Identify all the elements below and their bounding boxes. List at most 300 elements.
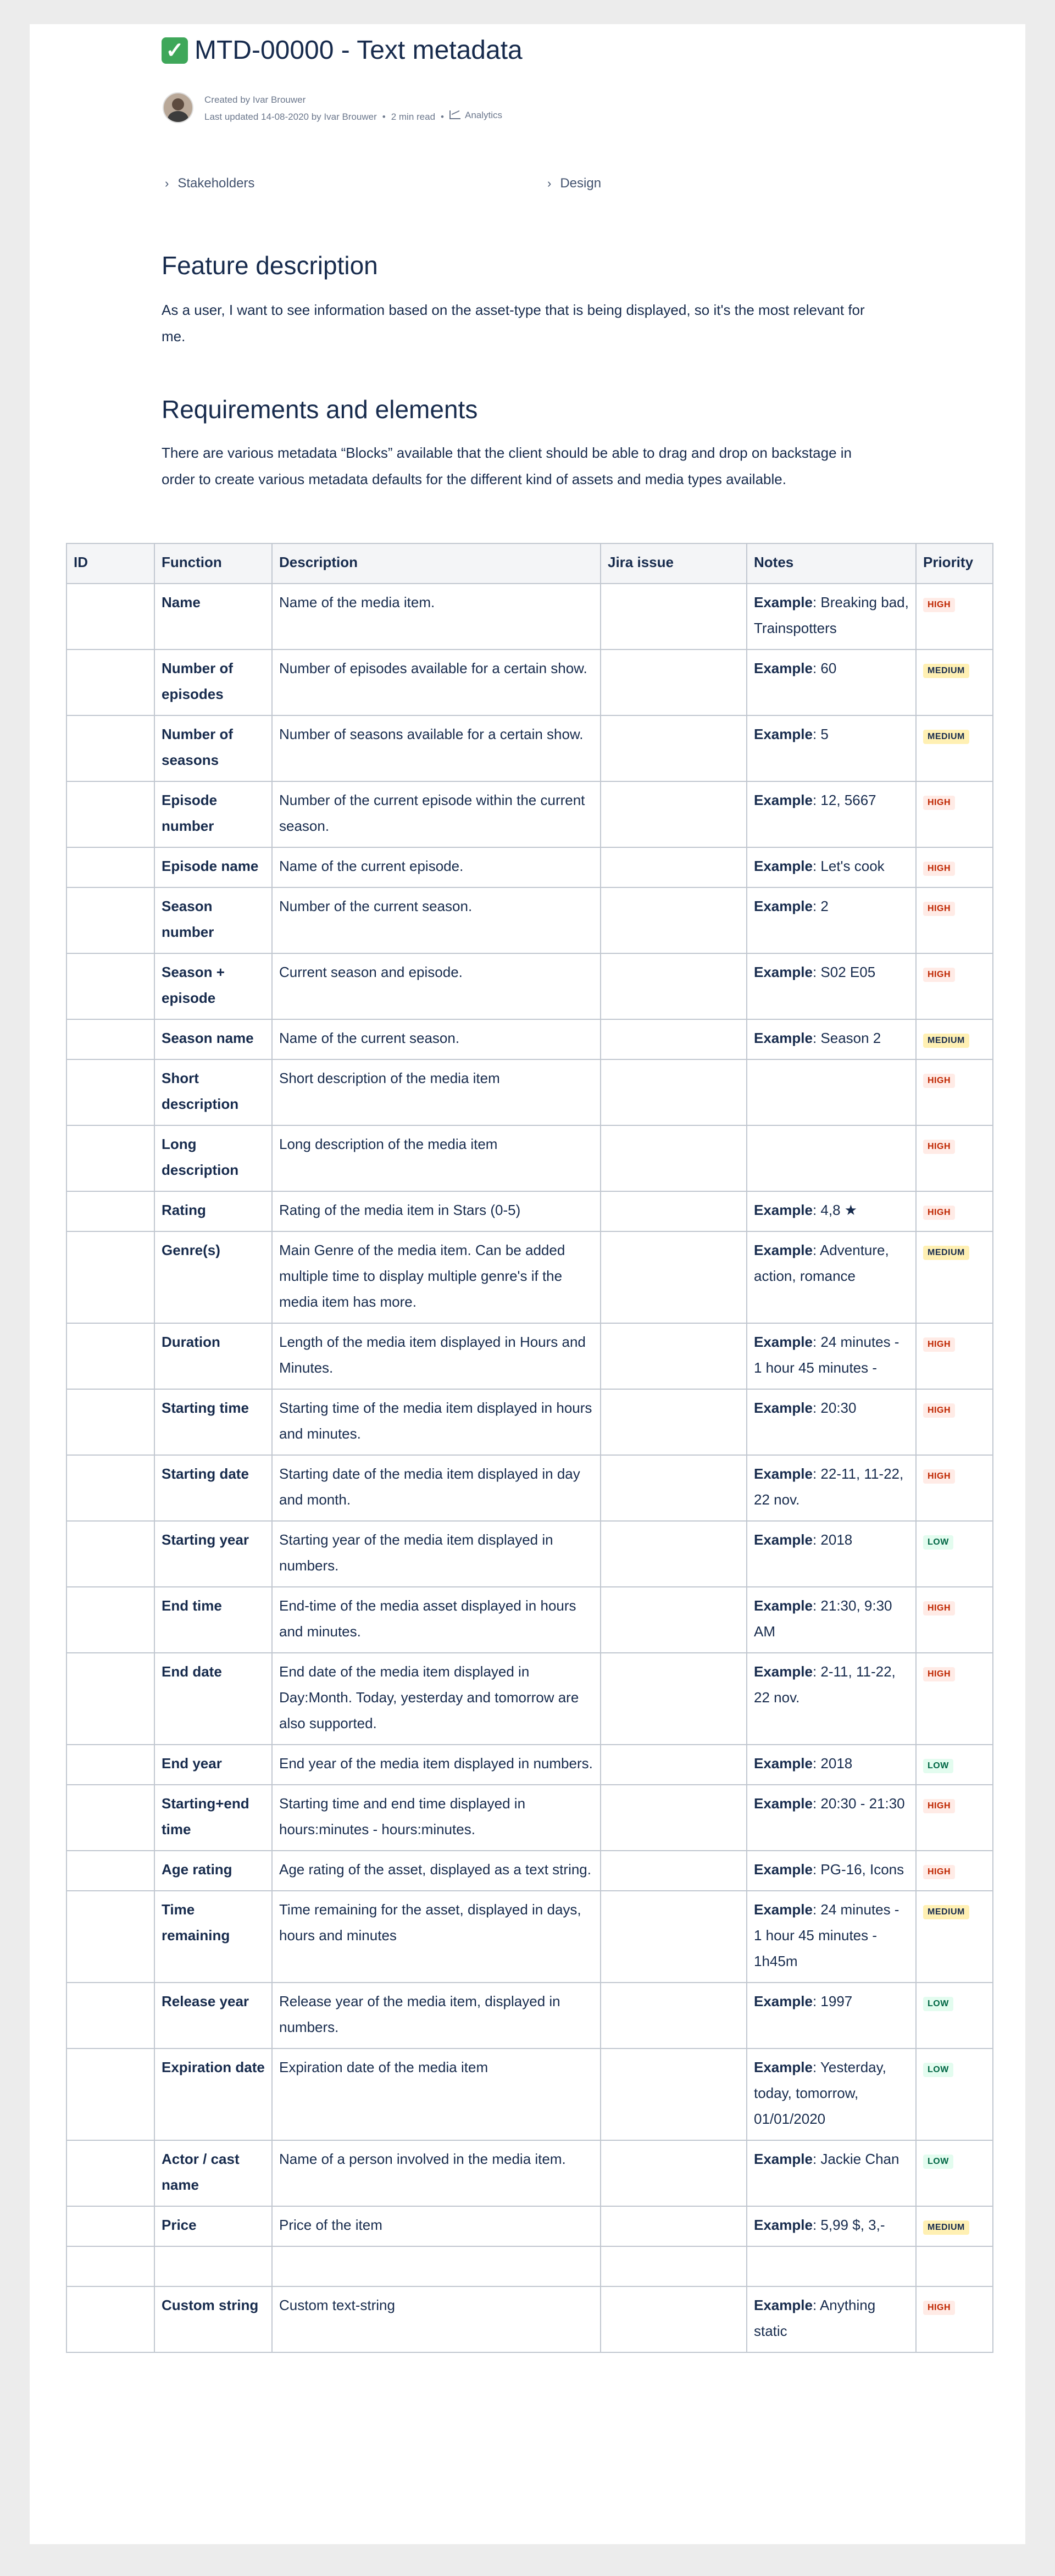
priority-lozenge: MEDIUM (923, 1034, 969, 1048)
priority-lozenge: HIGH (923, 1667, 955, 1681)
cell-notes (747, 1231, 916, 1323)
cell-id (66, 1521, 154, 1587)
table-row (66, 1785, 993, 1851)
header-function[interactable]: Function (154, 543, 272, 584)
example-label: Example (754, 898, 813, 914)
cell-notes (747, 1891, 916, 1983)
cell-id (66, 584, 154, 649)
example-value: : 5 (812, 726, 829, 742)
cell-jira-issue (601, 2286, 747, 2352)
cell-jira-issue (601, 1891, 747, 1983)
priority-lozenge: HIGH (923, 1140, 955, 1154)
white-check-mark-icon: ✓ (162, 37, 188, 64)
cell-description: Name of the current episode. (272, 847, 601, 887)
cell-priority (916, 1455, 993, 1521)
cell-description: Current season and episode. (272, 953, 601, 1019)
cell-notes (747, 1587, 916, 1653)
cell-function: Genre(s) (154, 1231, 272, 1323)
cell-description: End-time of the media asset displayed in hours and minutes. (272, 1587, 601, 1653)
chevron-right-icon: › (547, 176, 552, 190)
requirements-heading: Requirements and elements (162, 395, 478, 424)
table-header-row (66, 543, 993, 584)
cell-description: Name of the media item. (272, 584, 601, 649)
example-value: : 4,8 ★ (812, 1202, 858, 1218)
cell-id (66, 847, 154, 887)
cell-notes (747, 2140, 916, 2206)
example-label: Example (754, 594, 813, 610)
example-label: Example (754, 792, 813, 808)
priority-lozenge: HIGH (923, 862, 955, 876)
analytics-label: Analytics (465, 110, 503, 120)
title-row (162, 35, 523, 65)
cell-function: Duration (154, 1323, 272, 1389)
table-row (66, 781, 993, 847)
table-row (66, 2206, 993, 2246)
example-value: : Season 2 (812, 1030, 881, 1046)
example-value: : 20:30 (812, 1400, 857, 1416)
cell-jira-issue (601, 781, 747, 847)
cell-function: End date (154, 1653, 272, 1745)
cell-id (66, 1653, 154, 1745)
cell-priority (916, 1983, 993, 2048)
table-row (66, 2140, 993, 2206)
example-value: : 20:30 - 21:30 (812, 1795, 905, 1812)
example-value: : 12, 5667 (812, 792, 876, 808)
cell-id (66, 1587, 154, 1653)
cell-jira-issue (601, 887, 747, 953)
cell-priority (916, 847, 993, 887)
created-by: Created by Ivar Brouwer (204, 95, 306, 105)
example-label: Example (754, 2217, 813, 2233)
table-row (66, 847, 993, 887)
cell-id (66, 1891, 154, 1983)
example-label: Example (754, 726, 813, 742)
cell-id (66, 887, 154, 953)
cell-function (154, 2246, 272, 2286)
cell-jira-issue (601, 2246, 747, 2286)
header-notes[interactable]: Notes (747, 543, 916, 584)
cell-priority (916, 1521, 993, 1587)
cell-function: Number of episodes (154, 649, 272, 715)
cell-jira-issue (601, 1745, 747, 1785)
example-value: : 24 minutes - 1 hour 45 minutes - (754, 1334, 899, 1376)
table-row (66, 2286, 993, 2352)
cell-notes (747, 1983, 916, 2048)
priority-lozenge: HIGH (923, 1403, 955, 1418)
cell-notes (747, 887, 916, 953)
priority-lozenge: LOW (923, 1997, 953, 2011)
cell-notes (747, 715, 916, 781)
table-row (66, 1455, 993, 1521)
header-description[interactable]: Description (272, 543, 601, 584)
table-row (66, 715, 993, 781)
priority-lozenge: HIGH (923, 1206, 955, 1220)
cell-id (66, 1785, 154, 1851)
cell-function: Actor / cast name (154, 2140, 272, 2206)
cell-id (66, 953, 154, 1019)
cell-priority (916, 1231, 993, 1323)
priority-lozenge: LOW (923, 2063, 953, 2077)
example-label: Example (754, 1993, 813, 2009)
cell-jira-issue (601, 1785, 747, 1851)
priority-lozenge: HIGH (923, 902, 955, 916)
example-value: : Jackie Chan (812, 2151, 899, 2167)
example-value: : PG-16, Icons (812, 1861, 904, 1878)
cell-description: Number of the current season. (272, 887, 601, 953)
cell-notes (747, 1745, 916, 1785)
cell-priority (916, 1125, 993, 1191)
expand-stakeholders[interactable] (165, 176, 254, 191)
cell-id (66, 1231, 154, 1323)
cell-jira-issue (601, 1125, 747, 1191)
chevron-right-icon: › (165, 176, 169, 190)
page-title: MTD-00000 - Text metadata (195, 36, 523, 65)
cell-description: Length of the media item displayed in Hours and Minutes. (272, 1323, 601, 1389)
example-label: Example (754, 1242, 813, 1258)
priority-lozenge: MEDIUM (923, 2220, 969, 2235)
cell-function: Name (154, 584, 272, 649)
feature-text: As a user, I want to see information based on the asset-type that is being displayed, so it's the most relevant for me. (162, 302, 865, 345)
example-label: Example (754, 1861, 813, 1878)
priority-lozenge: LOW (923, 1535, 953, 1550)
example-value: : 2018 (812, 1531, 853, 1548)
cell-notes (747, 649, 916, 715)
cell-description: Expiration date of the media item (272, 2048, 601, 2140)
example-label: Example (754, 1400, 813, 1416)
cell-description: Price of the item (272, 2206, 601, 2246)
cell-jira-issue (601, 847, 747, 887)
cell-jira-issue (601, 1455, 747, 1521)
cell-notes (747, 1019, 916, 1059)
cell-jira-issue (601, 2206, 747, 2246)
cell-notes (747, 2246, 916, 2286)
cell-priority (916, 887, 993, 953)
example-label: Example (754, 1901, 813, 1918)
cell-function: Price (154, 2206, 272, 2246)
cell-priority (916, 1653, 993, 1745)
example-label: Example (754, 2059, 813, 2075)
example-label: Example (754, 1202, 813, 1218)
cell-id (66, 2206, 154, 2246)
cell-jira-issue (601, 584, 747, 649)
example-label: Example (754, 2297, 813, 2313)
cell-function: Episode name (154, 847, 272, 887)
example-label: Example (754, 1531, 813, 1548)
table-row (66, 1019, 993, 1059)
header-jira-issue[interactable]: Jira issue (601, 543, 747, 584)
table-row (66, 1851, 993, 1891)
priority-lozenge: HIGH (923, 796, 955, 810)
cell-description: Rating of the media item in Stars (0-5) (272, 1191, 601, 1231)
cell-notes (747, 953, 916, 1019)
table-row (66, 1323, 993, 1389)
cell-description: Number of seasons available for a certain show. (272, 715, 601, 781)
cell-id (66, 715, 154, 781)
cell-description: Long description of the media item (272, 1125, 601, 1191)
cell-id (66, 1851, 154, 1891)
cell-jira-issue (601, 1653, 747, 1745)
analytics-link[interactable] (449, 108, 502, 123)
cell-description: Starting time and end time displayed in hours:minutes - hours:minutes. (272, 1785, 601, 1851)
example-value: : Breaking bad, Trainspotters (754, 594, 909, 636)
cell-jira-issue (601, 649, 747, 715)
cell-description: Starting date of the media item displayed in day and month. (272, 1455, 601, 1521)
table-row (66, 1983, 993, 2048)
example-value: : 24 minutes - 1 hour 45 minutes - 1h45m (754, 1901, 899, 1969)
cell-description: Time remaining for the asset, displayed in days, hours and minutes (272, 1891, 601, 1983)
table-row (66, 1191, 993, 1231)
cell-id (66, 1323, 154, 1389)
cell-notes (747, 2048, 916, 2140)
feature-heading: Feature description (162, 251, 378, 280)
cell-priority (916, 2140, 993, 2206)
example-label: Example (754, 964, 813, 980)
cell-jira-issue (601, 1231, 747, 1323)
cell-priority (916, 953, 993, 1019)
cell-description: End date of the media item displayed in Day:Month. Today, yesterday and tomorrow are also supported. (272, 1653, 601, 1745)
last-updated-link[interactable]: Last updated 14-08-2020 by Ivar Brouwer (204, 112, 377, 122)
table-row (66, 953, 993, 1019)
cell-id (66, 1125, 154, 1191)
cell-jira-issue (601, 1389, 747, 1455)
expand-label: Stakeholders (177, 176, 255, 191)
priority-lozenge: HIGH (923, 598, 955, 612)
cell-notes (747, 847, 916, 887)
example-value: : 5,99 $, 3,- (812, 2217, 885, 2233)
table-row (66, 2246, 993, 2286)
cell-notes (747, 1059, 916, 1125)
table-row (66, 649, 993, 715)
cell-notes (747, 1191, 916, 1231)
cell-id (66, 2048, 154, 2140)
cell-notes (747, 2206, 916, 2246)
cell-notes (747, 1455, 916, 1521)
cell-priority (916, 1785, 993, 1851)
cell-function: Expiration date (154, 2048, 272, 2140)
cell-description: Number of the current episode within the current season. (272, 781, 601, 847)
cell-notes (747, 584, 916, 649)
header-priority[interactable]: Priority (916, 543, 993, 584)
priority-lozenge: LOW (923, 1759, 953, 1773)
cell-jira-issue (601, 953, 747, 1019)
cell-id (66, 1191, 154, 1231)
priority-lozenge: HIGH (923, 1799, 955, 1813)
priority-lozenge: MEDIUM (923, 1246, 969, 1260)
cell-id (66, 2246, 154, 2286)
requirements-table (66, 543, 993, 2353)
cell-description: Name of a person involved in the media item. (272, 2140, 601, 2206)
cell-notes (747, 781, 916, 847)
cell-notes (747, 1389, 916, 1455)
table-row (66, 584, 993, 649)
priority-lozenge: MEDIUM (923, 664, 969, 678)
example-value: : 2018 (812, 1755, 853, 1772)
cell-function: Starting+end time (154, 1785, 272, 1851)
example-label: Example (754, 1663, 813, 1680)
expand-label: Design (560, 176, 602, 191)
cell-function: Time remaining (154, 1891, 272, 1983)
cell-jira-issue (601, 1191, 747, 1231)
cell-id (66, 2140, 154, 2206)
byline (163, 92, 502, 125)
cell-function: Rating (154, 1191, 272, 1231)
cell-id (66, 781, 154, 847)
cell-jira-issue (601, 1019, 747, 1059)
example-value: : 22-11, 11-22, 22 nov. (754, 1465, 904, 1508)
example-value: : S02 E05 (812, 964, 876, 980)
cell-function: Starting time (154, 1389, 272, 1455)
priority-lozenge: MEDIUM (923, 730, 969, 744)
cell-priority (916, 2206, 993, 2246)
cell-id (66, 1745, 154, 1785)
chart-icon (449, 110, 460, 119)
cell-jira-issue (601, 1059, 747, 1125)
cell-function: End time (154, 1587, 272, 1653)
cell-id (66, 1455, 154, 1521)
cell-description (272, 2246, 601, 2286)
cell-id (66, 1059, 154, 1125)
cell-description: Release year of the media item, displayed in numbers. (272, 1983, 601, 2048)
cell-notes (747, 1785, 916, 1851)
example-label: Example (754, 858, 813, 874)
cell-id (66, 1983, 154, 2048)
table-row (66, 1125, 993, 1191)
example-value: : 2 (812, 898, 829, 914)
cell-priority (916, 649, 993, 715)
priority-lozenge: HIGH (923, 968, 955, 982)
cell-priority (916, 584, 993, 649)
example-label: Example (754, 1465, 813, 1482)
cell-jira-issue (601, 2048, 747, 2140)
cell-priority (916, 1745, 993, 1785)
cell-description: Main Genre of the media item. Can be added multiple time to display multiple genre's if the media item has more. (272, 1231, 601, 1323)
cell-description: Name of the current season. (272, 1019, 601, 1059)
cell-jira-issue (601, 1323, 747, 1389)
cell-function: Long description (154, 1125, 272, 1191)
cell-function: Starting date (154, 1455, 272, 1521)
table-row (66, 1587, 993, 1653)
cell-function: Age rating (154, 1851, 272, 1891)
cell-function: Number of seasons (154, 715, 272, 781)
cell-function: Season name (154, 1019, 272, 1059)
example-value: : Let's cook (812, 858, 885, 874)
example-value: : 60 (812, 660, 837, 676)
cell-jira-issue (601, 1587, 747, 1653)
example-value: : Yesterday, today, tomorrow, 01/01/2020 (754, 2059, 886, 2127)
cell-priority (916, 1891, 993, 1983)
cell-priority (916, 1389, 993, 1455)
cell-notes (747, 1125, 916, 1191)
cell-priority (916, 2286, 993, 2352)
example-label: Example (754, 1597, 813, 1614)
cell-function: Custom string (154, 2286, 272, 2352)
cell-jira-issue (601, 1851, 747, 1891)
priority-lozenge: HIGH (923, 1337, 955, 1352)
example-value: : 2-11, 11-22, 22 nov. (754, 1663, 896, 1706)
requirements-text: There are various metadata “Blocks” available that the client should be able to drag and drop on backstage in order to create various metadata defaults for the different kind of assets and media types available. (162, 445, 852, 487)
table-row (66, 1231, 993, 1323)
confluence-page (30, 24, 1025, 2544)
cell-priority (916, 1191, 993, 1231)
cell-description: Custom text-string (272, 2286, 601, 2352)
priority-lozenge: LOW (923, 2155, 953, 2169)
priority-lozenge: MEDIUM (923, 1905, 969, 1919)
priority-lozenge: HIGH (923, 1865, 955, 1879)
cell-description: Starting year of the media item displayed in numbers. (272, 1521, 601, 1587)
priority-lozenge: HIGH (923, 1074, 955, 1088)
cell-id (66, 649, 154, 715)
expand-sections (165, 176, 934, 198)
table-row (66, 1653, 993, 1745)
example-value: : Adventure, action, romance (754, 1242, 889, 1284)
page-metadata: Created by Ivar Brouwer Last updated 14-08-2020 by Ivar Brouwer • 2 min read • Analytics (204, 92, 502, 125)
cell-description: Short description of the media item (272, 1059, 601, 1125)
cell-description: End year of the media item displayed in numbers. (272, 1745, 601, 1785)
table-row (66, 1891, 993, 1983)
example-label: Example (754, 1030, 813, 1046)
example-label: Example (754, 1755, 813, 1772)
cell-function: Season number (154, 887, 272, 953)
avatar[interactable] (163, 92, 193, 123)
table-row (66, 2048, 993, 2140)
cell-priority (916, 1323, 993, 1389)
cell-priority (916, 2048, 993, 2140)
read-time: 2 min read (391, 112, 436, 122)
cell-function: Episode number (154, 781, 272, 847)
cell-notes (747, 2286, 916, 2352)
cell-notes (747, 1851, 916, 1891)
table-row (66, 1745, 993, 1785)
priority-lozenge: HIGH (923, 1469, 955, 1484)
cell-description: Number of episodes available for a certain show. (272, 649, 601, 715)
cell-function: Season + episode (154, 953, 272, 1019)
cell-id (66, 2286, 154, 2352)
cell-priority (916, 1019, 993, 1059)
cell-jira-issue (601, 1521, 747, 1587)
header-id[interactable]: ID (66, 543, 154, 584)
cell-priority (916, 1851, 993, 1891)
cell-function: End year (154, 1745, 272, 1785)
example-value: : 1997 (812, 1993, 853, 2009)
cell-description: Starting time of the media item displayed in hours and minutes. (272, 1389, 601, 1455)
example-value: : 21:30, 9:30 AM (754, 1597, 892, 1640)
cell-notes (747, 1521, 916, 1587)
cell-function: Release year (154, 1983, 272, 2048)
cell-jira-issue (601, 1983, 747, 2048)
table-row (66, 1059, 993, 1125)
example-label: Example (754, 1795, 813, 1812)
cell-priority (916, 2246, 993, 2286)
priority-lozenge: HIGH (923, 1601, 955, 1615)
cell-id (66, 1389, 154, 1455)
example-value: : Anything static (754, 2297, 876, 2339)
example-label: Example (754, 660, 813, 676)
cell-priority (916, 1587, 993, 1653)
example-label: Example (754, 1334, 813, 1350)
expand-design[interactable] (547, 176, 601, 191)
cell-notes (747, 1653, 916, 1745)
cell-id (66, 1019, 154, 1059)
table-row (66, 1521, 993, 1587)
cell-priority (916, 715, 993, 781)
table-row (66, 1389, 993, 1455)
cell-jira-issue (601, 715, 747, 781)
cell-function: Starting year (154, 1521, 272, 1587)
cell-function: Short description (154, 1059, 272, 1125)
cell-priority (916, 1059, 993, 1125)
example-label: Example (754, 2151, 813, 2167)
cell-priority (916, 781, 993, 847)
